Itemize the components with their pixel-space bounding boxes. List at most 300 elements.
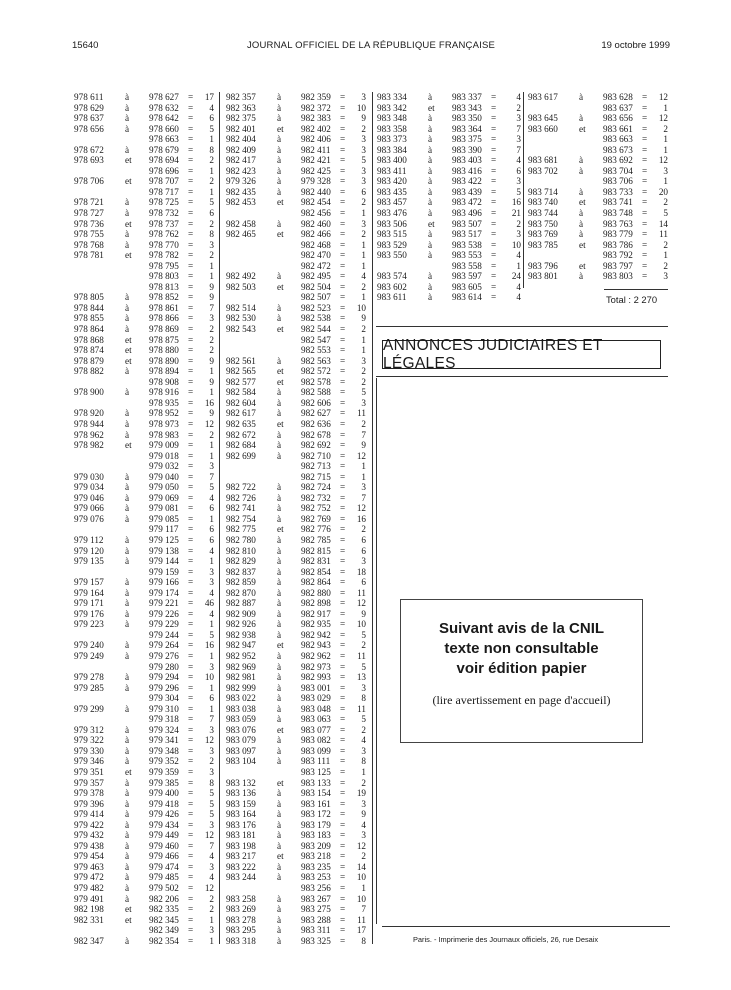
range-connector: et (579, 123, 586, 134)
range-start: 979 378 (74, 788, 104, 799)
column-divider (376, 378, 377, 924)
range-start: 979 422 (74, 819, 104, 830)
table-row (226, 197, 366, 208)
range-end: 979 400 (149, 788, 179, 799)
range-start: 982 604 (226, 397, 256, 408)
range-end: 982 507 (301, 292, 331, 303)
equals-sign: = (340, 693, 346, 704)
range-end: 982 785 (301, 534, 331, 545)
range-count: 2 (361, 376, 366, 387)
range-count: 14 (658, 218, 668, 229)
equals-sign: = (188, 524, 194, 535)
range-start: 978 879 (74, 355, 104, 366)
range-end: 982 544 (301, 324, 331, 335)
equals-sign: = (340, 840, 346, 851)
range-count: 2 (209, 756, 214, 767)
equals-sign: = (340, 134, 346, 145)
range-start: 983 384 (377, 144, 407, 155)
range-connector: à (579, 229, 584, 240)
table-row (74, 830, 214, 841)
range-connector: à (277, 830, 282, 841)
range-start: 982 810 (226, 545, 256, 556)
equals-sign: = (340, 155, 346, 166)
equals-sign: = (188, 155, 194, 166)
range-start: 983 038 (226, 703, 256, 714)
range-count: 11 (357, 914, 366, 925)
range-end: 983 496 (452, 208, 482, 219)
range-connector: à (125, 809, 130, 820)
range-end: 982 372 (301, 102, 331, 113)
total-rule (604, 289, 668, 290)
range-connector: à (277, 408, 282, 419)
range-count: 9 (361, 608, 366, 619)
range-end: 978 762 (149, 229, 179, 240)
table-row (226, 240, 366, 251)
range-connector: à (428, 176, 433, 187)
range-start: 983 796 (528, 260, 558, 271)
range-end: 982 627 (301, 408, 331, 419)
range-connector: à (277, 513, 282, 524)
table-row (226, 103, 366, 114)
range-end: 983 218 (301, 851, 331, 862)
range-connector: à (277, 788, 282, 799)
range-connector: à (125, 798, 130, 809)
range-end: 982 563 (301, 355, 331, 366)
range-start: 982 829 (226, 556, 256, 567)
range-start: 982 492 (226, 271, 256, 282)
range-count: 4 (516, 155, 521, 166)
range-connector: à (277, 155, 282, 166)
range-end: 982 732 (301, 492, 331, 503)
equals-sign: = (340, 239, 346, 250)
range-count: 1 (361, 208, 366, 219)
range-connector: à (277, 661, 282, 672)
range-connector: à (277, 450, 282, 461)
range-end: 983 704 (603, 165, 633, 176)
table-row (74, 883, 214, 894)
equals-sign: = (340, 186, 346, 197)
equals-sign: = (188, 861, 194, 872)
range-end: 979 426 (149, 809, 179, 820)
range-end: 983 179 (301, 819, 331, 830)
range-count: 3 (361, 176, 366, 187)
range-end: 979 221 (149, 598, 179, 609)
range-count: 1 (209, 619, 214, 630)
range-end: 982 962 (301, 650, 331, 661)
range-count: 12 (204, 418, 214, 429)
range-connector: à (277, 872, 282, 883)
equals-sign: = (188, 598, 194, 609)
table-row (74, 208, 214, 219)
equals-sign: = (188, 271, 194, 282)
equals-sign: = (188, 197, 194, 208)
range-count: 3 (361, 165, 366, 176)
equals-sign: = (340, 534, 346, 545)
range-count: 2 (361, 366, 366, 377)
range-connector: et (125, 355, 132, 366)
range-connector: et (579, 260, 586, 271)
range-connector: et (579, 197, 586, 208)
range-count: 7 (361, 429, 366, 440)
table-row (377, 240, 521, 251)
range-count: 1 (209, 935, 214, 946)
table-row (377, 92, 521, 103)
equals-sign: = (642, 218, 648, 229)
table-row (74, 756, 214, 767)
range-count: 3 (209, 724, 214, 735)
range-start: 982 775 (226, 524, 256, 535)
range-start: 978 900 (74, 387, 104, 398)
range-connector: à (428, 123, 433, 134)
range-end: 982 864 (301, 577, 331, 588)
range-start: 979 157 (74, 577, 104, 588)
range-start: 983 076 (226, 724, 256, 735)
range-start: 982 617 (226, 408, 256, 419)
table-row (74, 145, 214, 156)
range-connector: à (125, 840, 130, 851)
range-start: 982 198 (74, 904, 104, 915)
table-row (74, 662, 214, 673)
table-row (528, 92, 668, 103)
range-count: 3 (516, 229, 521, 240)
table-row (74, 640, 214, 651)
equals-sign: = (188, 450, 194, 461)
range-end: 982 636 (301, 418, 331, 429)
equals-sign: = (340, 904, 346, 915)
range-count: 6 (209, 534, 214, 545)
range-end: 979 125 (149, 534, 179, 545)
range-count: 11 (357, 703, 366, 714)
table-row (74, 345, 214, 356)
equals-sign: = (491, 113, 497, 124)
range-end: 983 111 (301, 756, 331, 767)
table-row (226, 704, 366, 715)
range-end: 982 538 (301, 313, 331, 324)
range-connector: à (277, 134, 282, 145)
range-connector: à (125, 492, 130, 503)
range-end: 983 786 (603, 239, 633, 250)
equals-sign: = (340, 281, 346, 292)
range-count: 3 (361, 556, 366, 567)
table-row (74, 588, 214, 599)
range-count: 1 (209, 650, 214, 661)
range-end: 983 082 (301, 735, 331, 746)
range-end: 979 502 (149, 883, 179, 894)
range-end: 978 861 (149, 302, 179, 313)
range-count: 2 (209, 334, 214, 345)
range-connector: à (125, 366, 130, 377)
range-end: 979 159 (149, 566, 179, 577)
range-connector: à (125, 545, 130, 556)
range-start: 982 969 (226, 661, 256, 672)
equals-sign: = (340, 292, 346, 303)
table-row (226, 609, 366, 620)
table-row (226, 124, 366, 135)
table-row (226, 472, 366, 483)
range-connector: et (277, 376, 284, 387)
equals-sign: = (340, 703, 346, 714)
range-count: 2 (663, 197, 668, 208)
range-count: 16 (511, 197, 521, 208)
table-row (226, 862, 366, 873)
equals-sign: = (340, 102, 346, 113)
range-connector: à (428, 229, 433, 240)
range-end: 979 226 (149, 608, 179, 619)
range-count: 1 (209, 440, 214, 451)
range-count: 2 (361, 324, 366, 335)
range-connector: à (277, 113, 282, 124)
range-count: 3 (209, 819, 214, 830)
range-start: 982 726 (226, 492, 256, 503)
range-start: 982 870 (226, 587, 256, 598)
range-start: 979 482 (74, 883, 104, 894)
equals-sign: = (340, 819, 346, 830)
table-row (226, 176, 366, 187)
range-end: 983 614 (452, 292, 482, 303)
footer-rule (382, 926, 670, 927)
range-count: 5 (209, 798, 214, 809)
range-end: 982 724 (301, 482, 331, 493)
range-count: 5 (516, 186, 521, 197)
range-connector: et (428, 102, 435, 113)
range-end: 983 001 (301, 682, 331, 693)
range-end: 979 280 (149, 661, 179, 672)
range-end: 982 472 (301, 260, 331, 271)
table-row (226, 851, 366, 862)
section-heading: ANNONCES JUDICIAIRES ET LÉGALES (382, 340, 661, 369)
range-start: 982 754 (226, 513, 256, 524)
range-connector: à (579, 155, 584, 166)
table-row (74, 229, 214, 240)
range-count: 17 (204, 92, 214, 102)
range-start: 982 530 (226, 313, 256, 324)
range-count: 2 (361, 724, 366, 735)
section-rule (376, 326, 668, 327)
range-start: 982 947 (226, 640, 256, 651)
table-row (528, 271, 668, 282)
equals-sign: = (491, 229, 497, 240)
range-start: 982 417 (226, 155, 256, 166)
range-connector: et (277, 851, 284, 862)
table-row (528, 155, 668, 166)
equals-sign: = (188, 165, 194, 176)
range-end: 982 495 (301, 271, 331, 282)
table-row (226, 440, 366, 451)
range-end: 983 553 (452, 250, 482, 261)
range-connector: et (277, 324, 284, 335)
equals-sign: = (188, 756, 194, 767)
range-count: 1 (209, 556, 214, 567)
range-connector: et (428, 218, 435, 229)
equals-sign: = (188, 893, 194, 904)
table-row (528, 219, 668, 230)
table-row (226, 925, 366, 936)
equals-sign: = (642, 260, 648, 271)
range-count: 12 (356, 840, 366, 851)
range-connector: à (277, 556, 282, 567)
range-start: 983 342 (377, 102, 407, 113)
range-connector: à (125, 408, 130, 419)
equals-sign: = (188, 366, 194, 377)
table-row (74, 725, 214, 736)
range-connector: à (277, 577, 282, 588)
equals-sign: = (188, 134, 194, 145)
table-row (74, 440, 214, 451)
range-connector: à (125, 650, 130, 661)
range-count: 3 (209, 745, 214, 756)
range-count: 2 (209, 893, 214, 904)
range-connector: à (125, 872, 130, 883)
range-count: 4 (516, 281, 521, 292)
range-connector: à (125, 102, 130, 113)
table-row (74, 567, 214, 578)
equals-sign: = (340, 482, 346, 493)
range-count: 3 (209, 925, 214, 936)
range-start: 978 874 (74, 345, 104, 356)
range-end: 982 504 (301, 281, 331, 292)
range-connector: à (428, 113, 433, 124)
range-start: 983 373 (377, 134, 407, 145)
range-connector: à (125, 113, 130, 124)
range-end: 979 138 (149, 545, 179, 556)
table-row (226, 187, 366, 198)
equals-sign: = (188, 840, 194, 851)
equals-sign: = (491, 271, 497, 282)
equals-sign: = (340, 851, 346, 862)
range-count: 10 (204, 672, 214, 683)
range-end: 979 449 (149, 830, 179, 841)
table-row (377, 197, 521, 208)
column-divider (523, 92, 524, 288)
range-end: 978 627 (149, 92, 179, 102)
range-start: 982 375 (226, 113, 256, 124)
equals-sign: = (188, 640, 194, 651)
range-start: 979 414 (74, 809, 104, 820)
range-start: 982 780 (226, 534, 256, 545)
range-count: 24 (511, 271, 521, 282)
equals-sign: = (340, 925, 346, 936)
range-end: 982 898 (301, 598, 331, 609)
range-connector: à (277, 144, 282, 155)
range-end: 979 359 (149, 767, 179, 777)
range-connector: à (428, 197, 433, 208)
range-count: 1 (209, 260, 214, 271)
range-count: 7 (209, 302, 214, 313)
equals-sign: = (340, 513, 346, 524)
range-connector: à (125, 883, 130, 894)
table-row (226, 535, 366, 546)
equals-sign: = (340, 587, 346, 598)
equals-sign: = (188, 703, 194, 714)
equals-sign: = (642, 92, 648, 102)
range-end: 979 385 (149, 777, 179, 788)
range-start: 983 181 (226, 830, 256, 841)
range-count: 16 (356, 513, 366, 524)
table-row (226, 577, 366, 588)
range-count: 4 (361, 271, 366, 282)
range-start: 979 171 (74, 598, 104, 609)
equals-sign: = (340, 450, 346, 461)
range-start: 979 285 (74, 682, 104, 693)
table-row (377, 176, 521, 187)
table-row (74, 598, 214, 609)
range-start: 978 693 (74, 155, 104, 166)
range-end: 982 547 (301, 334, 331, 345)
range-count: 3 (361, 798, 366, 809)
range-count: 8 (209, 144, 214, 155)
range-count: 2 (361, 640, 366, 651)
range-start: 979 312 (74, 724, 104, 735)
range-count: 1 (209, 271, 214, 282)
range-count: 6 (516, 165, 521, 176)
range-start: 983 550 (377, 250, 407, 261)
equals-sign: = (340, 355, 346, 366)
range-count: 2 (361, 197, 366, 208)
equals-sign: = (340, 376, 346, 387)
range-end: 983 797 (603, 260, 633, 271)
range-end: 983 099 (301, 745, 331, 756)
range-end: 983 375 (452, 134, 482, 145)
table-row (74, 577, 214, 588)
equals-sign: = (340, 218, 346, 229)
range-start: 979 438 (74, 840, 104, 851)
range-end: 982 815 (301, 545, 331, 556)
range-count: 9 (361, 313, 366, 324)
range-end: 983 048 (301, 703, 331, 714)
range-end: 979 474 (149, 861, 179, 872)
table-row (74, 197, 214, 208)
range-start: 982 561 (226, 355, 256, 366)
equals-sign: = (188, 904, 194, 915)
table-row (226, 430, 366, 441)
equals-sign: = (340, 397, 346, 408)
range-connector: à (579, 113, 584, 124)
range-count: 3 (663, 165, 668, 176)
equals-sign: = (340, 503, 346, 514)
range-count: 3 (361, 397, 366, 408)
range-start: 979 351 (74, 767, 104, 777)
range-end: 978 952 (149, 408, 179, 419)
equals-sign: = (491, 281, 497, 292)
range-count: 14 (356, 861, 366, 872)
range-count: 13 (356, 672, 366, 683)
range-end: 983 558 (452, 260, 482, 271)
table-row (226, 229, 366, 240)
range-connector: à (125, 556, 130, 567)
range-end: 983 403 (452, 155, 482, 166)
range-count: 2 (663, 260, 668, 271)
equals-sign: = (340, 935, 346, 946)
table-row (74, 493, 214, 504)
range-start: 983 611 (377, 292, 407, 303)
range-connector: et (125, 767, 132, 777)
table-row (74, 746, 214, 757)
table-row (528, 145, 668, 156)
table-row (226, 282, 366, 293)
equals-sign: = (491, 197, 497, 208)
range-count: 12 (204, 830, 214, 841)
equals-sign: = (188, 577, 194, 588)
range-start: 978 855 (74, 313, 104, 324)
range-connector: à (277, 756, 282, 767)
range-count: 6 (209, 113, 214, 124)
range-connector: à (125, 471, 130, 482)
range-end: 983 637 (603, 102, 633, 113)
table-row (377, 250, 521, 261)
range-start: 978 611 (74, 92, 104, 102)
range-connector: à (277, 809, 282, 820)
range-end: 979 018 (149, 450, 179, 461)
